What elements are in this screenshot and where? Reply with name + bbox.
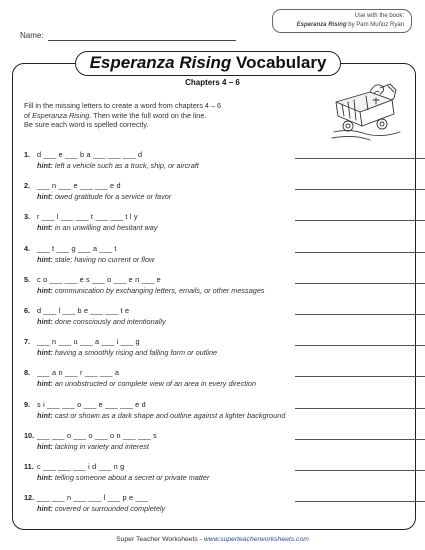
item-number: 8. — [24, 368, 31, 378]
item-hint: owed gratitude for a service or favor — [54, 192, 172, 202]
item-number: 11. — [24, 462, 34, 471]
hint-label: hint: — [37, 254, 53, 264]
book-author: by Pam Muñoz Ryan — [348, 22, 404, 28]
hint-label: hint: — [37, 473, 53, 482]
book-reference-line: Use with the book: — [354, 13, 404, 19]
vocab-item — [24, 337, 414, 359]
vocab-item — [24, 431, 414, 453]
item-number: 3. — [24, 212, 31, 222]
item-letter-pattern[interactable]: ___ ___ n ___ ___ l ___ p e ___ — [37, 493, 149, 503]
item-hint: lacking in variety and interest — [54, 441, 149, 451]
hint-label: hint: — [37, 504, 53, 514]
item-letter-pattern[interactable]: d ___ l ___ b e ___ ___ t e — [37, 306, 130, 315]
item-hint: left a vehicle such as a truck, ship, or aircraft — [54, 161, 199, 170]
vocab-item — [24, 493, 414, 515]
answer-line[interactable] — [295, 501, 425, 502]
item-letter-pattern[interactable]: ___ ___ o ___ o ___ o n ___ ___ s — [37, 430, 157, 440]
item-hint: communication by exchanging letters, emails, or other messages — [54, 285, 265, 295]
hint-label: hint: — [37, 317, 53, 326]
worksheet-title — [75, 51, 341, 76]
answer-line[interactable] — [295, 376, 425, 377]
vocab-item — [24, 181, 414, 203]
answer-line[interactable] — [295, 345, 425, 346]
item-hint: cast or shown as a dark shape and outline against a lighter background — [54, 410, 286, 420]
item-number: 1. — [24, 150, 31, 159]
hint-label: hint: — [37, 348, 53, 358]
answer-line[interactable] — [295, 439, 425, 440]
item-number: 4. — [24, 243, 31, 253]
instructions-line-2-suffix: Then write the full word on the line. — [93, 110, 207, 120]
title-book-name: Esperanza Rising — [89, 53, 232, 72]
item-letter-pattern[interactable]: ___ t ___ g ___ a ___ t — [37, 243, 117, 253]
item-number: 7. — [24, 337, 31, 347]
item-letter-pattern[interactable]: ___ a n ___ r ___ ___ a — [37, 368, 120, 378]
instructions-book-title: Esperanza Rising. — [32, 110, 92, 120]
title-vocabulary: Vocabulary — [236, 53, 327, 72]
footer-url-link[interactable]: www.superteacherworksheets.com — [203, 536, 309, 543]
item-number: 5. — [24, 274, 31, 284]
item-number: 2. — [24, 181, 31, 191]
answer-line[interactable] — [295, 189, 425, 190]
item-letter-pattern[interactable]: s i ___ ___ o ___ e ___ ___ e d — [37, 399, 146, 409]
item-hint: stale; having no current or flow — [54, 254, 155, 264]
truck-illustration-icon — [330, 82, 404, 146]
item-number: 9. — [24, 399, 31, 409]
chapters-subtitle: Chapters 4 – 6 — [185, 78, 240, 87]
item-number: 6. — [24, 306, 31, 315]
hint-label: hint: — [37, 410, 53, 420]
instructions-line-1: Fill in the missing letters to create a word from chapters 4 – 6 — [24, 101, 222, 110]
item-letter-pattern[interactable]: d ___ e ___ b a ___ ___ ___ d — [37, 150, 143, 159]
item-letter-pattern[interactable]: c o ___ ___ e s ___ o ___ e n ___ e — [37, 274, 161, 284]
item-letter-pattern[interactable]: r ___ l ___ ___ t ___ ___ t l y — [37, 212, 138, 222]
hint-label: hint: — [37, 379, 53, 389]
hint-label: hint: — [37, 161, 53, 170]
item-hint: having a smoothly rising and falling form or outline — [54, 348, 218, 358]
answer-line[interactable] — [295, 283, 425, 284]
book-reference-box — [272, 9, 412, 33]
hint-label: hint: — [37, 223, 53, 233]
answer-line[interactable] — [295, 314, 425, 315]
vocab-item — [24, 368, 414, 390]
answer-line[interactable] — [295, 408, 425, 409]
vocab-item — [24, 400, 414, 422]
vocab-item — [24, 244, 414, 266]
item-hint: done consciously and intentionally — [54, 317, 166, 326]
hint-label: hint: — [37, 441, 53, 451]
item-hint: an unobstructed or complete view of an area in every direction — [54, 379, 257, 389]
item-number: 10. — [24, 430, 35, 440]
vocab-item — [24, 212, 414, 234]
answer-line[interactable] — [295, 470, 425, 471]
vocab-item — [24, 150, 414, 172]
answer-line[interactable] — [295, 252, 425, 253]
item-hint: in an unwilling and hesitant way — [54, 223, 158, 233]
answer-line[interactable] — [295, 158, 425, 159]
item-hint: telling someone about a secret or private matter — [54, 473, 210, 482]
hint-label: hint: — [37, 285, 53, 295]
name-label: Name: — [20, 31, 44, 40]
footer-site-name: Super Teacher Worksheets - — [116, 536, 202, 543]
book-title: Esperanza Rising — [296, 22, 347, 28]
item-number: 12. — [24, 493, 35, 503]
footer — [0, 536, 425, 543]
item-letter-pattern[interactable]: c ___ ___ ___ i d ___ n g — [37, 462, 125, 471]
answer-line[interactable] — [295, 220, 425, 221]
item-hint: covered or surrounded completely — [54, 504, 166, 514]
instructions-line-3: Be sure each word is spelled correctly. — [24, 120, 149, 129]
vocab-item — [24, 306, 414, 328]
item-letter-pattern[interactable]: ___ n ___ u ___ a ___ i ___ g — [37, 337, 140, 347]
vocab-item — [24, 275, 414, 297]
vocab-item — [24, 462, 414, 484]
instructions — [24, 101, 324, 130]
item-letter-pattern[interactable]: ___ n ___ e ___ ___ e d — [37, 181, 121, 191]
hint-label: hint: — [37, 192, 53, 202]
name-answer-line[interactable] — [48, 40, 236, 41]
instructions-line-2-prefix: of — [24, 110, 31, 120]
